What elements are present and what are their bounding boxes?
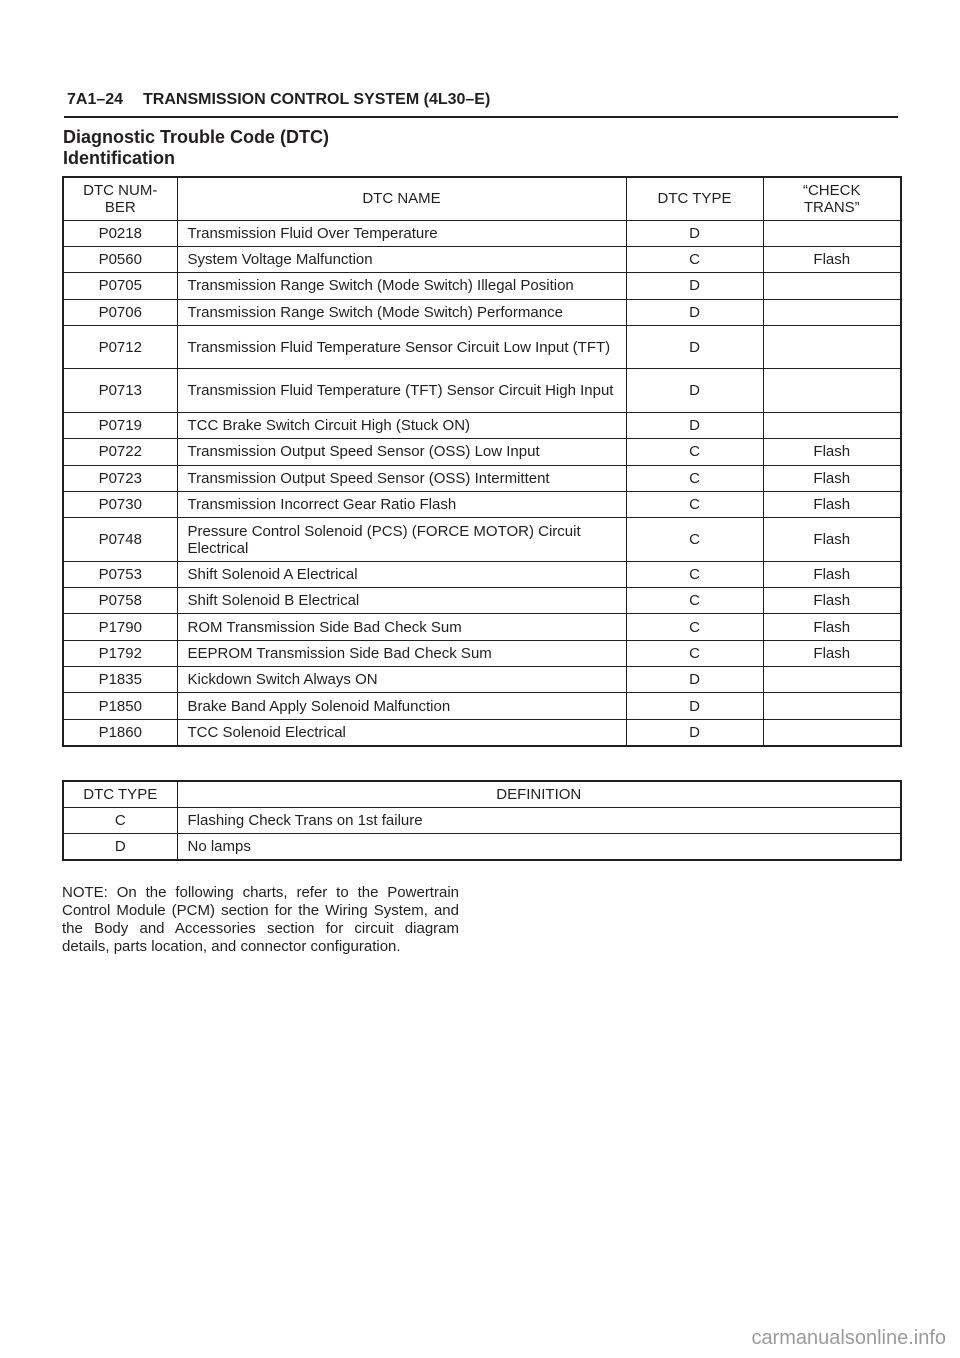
dtc-number-cell: P0730 xyxy=(63,491,177,517)
dtc-type-cell: D xyxy=(626,273,763,299)
dtc-name-cell: TCC Brake Switch Circuit High (Stuck ON) xyxy=(177,412,626,438)
table-row xyxy=(63,246,901,272)
dtc-number-cell: P0705 xyxy=(63,273,177,299)
dtc-name-cell: ROM Transmission Side Bad Check Sum xyxy=(177,614,626,640)
table-row xyxy=(63,412,901,438)
dtc-type-cell: C xyxy=(626,614,763,640)
header-check-trans: “CHECK TRANS” xyxy=(763,177,901,220)
table-row xyxy=(63,518,901,562)
dtc-type-cell: C xyxy=(626,640,763,666)
dtc-type-table xyxy=(62,780,902,861)
dtc-type-cell: C xyxy=(626,246,763,272)
dtc-number-cell: P0753 xyxy=(63,561,177,587)
check-trans-cell: Flash xyxy=(763,439,901,465)
dtc-number-cell: P1850 xyxy=(63,693,177,719)
table-row xyxy=(63,325,901,369)
dtc-type-cell: D xyxy=(626,667,763,693)
check-trans-cell: Flash xyxy=(763,491,901,517)
check-trans-cell: Flash xyxy=(763,465,901,491)
table-row xyxy=(63,299,901,325)
dtc-type-cell: D xyxy=(626,299,763,325)
dtc-number-cell: P1790 xyxy=(63,614,177,640)
dtc-number-cell: P0719 xyxy=(63,412,177,438)
dtc-table xyxy=(62,176,902,747)
dtc-name-cell: Brake Band Apply Solenoid Malfunction xyxy=(177,693,626,719)
dtc-number-cell: P0713 xyxy=(63,369,177,413)
dtc-type-cell: D xyxy=(626,412,763,438)
dtc-name-cell: Kickdown Switch Always ON xyxy=(177,667,626,693)
check-trans-cell xyxy=(763,667,901,693)
table-row xyxy=(63,439,901,465)
table-row xyxy=(63,667,901,693)
table-row xyxy=(63,273,901,299)
type-table-header-row xyxy=(63,781,901,807)
type-code: C xyxy=(63,807,177,833)
watermark: carmanualsonline.info xyxy=(751,1327,946,1349)
dtc-name-cell: Transmission Output Speed Sensor (OSS) Low Input xyxy=(177,439,626,465)
dtc-name-cell: Pressure Control Solenoid (PCS) (FORCE MOTOR) Circuit Electrical xyxy=(177,518,626,562)
header-dtc-type: DTC TYPE xyxy=(626,177,763,220)
type-definition: No lamps xyxy=(177,834,901,860)
dtc-type-cell: C xyxy=(626,561,763,587)
dtc-name-cell: TCC Solenoid Electrical xyxy=(177,719,626,745)
dtc-name-cell: Shift Solenoid B Electrical xyxy=(177,588,626,614)
check-trans-cell xyxy=(763,719,901,745)
dtc-number-cell: P1835 xyxy=(63,667,177,693)
dtc-type-cell: D xyxy=(626,693,763,719)
dtc-table-header-row xyxy=(63,177,901,220)
table-row xyxy=(63,834,901,860)
table-row xyxy=(63,561,901,587)
dtc-type-cell: C xyxy=(626,491,763,517)
dtc-number-cell: P0706 xyxy=(63,299,177,325)
page-number: 7A1–24 xyxy=(67,91,124,108)
dtc-name-cell: EEPROM Transmission Side Bad Check Sum xyxy=(177,640,626,666)
dtc-table-body xyxy=(63,220,901,746)
check-trans-cell xyxy=(763,220,901,246)
dtc-name-cell: Transmission Incorrect Gear Ratio Flash xyxy=(177,491,626,517)
dtc-number-cell: P1860 xyxy=(63,719,177,745)
check-trans-cell: Flash xyxy=(763,518,901,562)
dtc-name-cell: Transmission Range Switch (Mode Switch) Illegal Position xyxy=(177,273,626,299)
dtc-name-cell: Transmission Fluid Temperature Sensor Circuit Low Input (TFT) xyxy=(177,325,626,369)
dtc-number-cell: P0758 xyxy=(63,588,177,614)
dtc-name-cell: Transmission Output Speed Sensor (OSS) Intermittent xyxy=(177,465,626,491)
page-header-title: TRANSMISSION CONTROL SYSTEM (4L30–E) xyxy=(143,91,491,108)
dtc-number-cell: P0712 xyxy=(63,325,177,369)
table-row xyxy=(63,588,901,614)
table-row xyxy=(63,719,901,745)
check-trans-cell xyxy=(763,273,901,299)
section-title: Diagnostic Trouble Code (DTC) Identification xyxy=(63,127,330,168)
dtc-type-cell: C xyxy=(626,518,763,562)
check-trans-cell xyxy=(763,325,901,369)
dtc-name-cell: Transmission Range Switch (Mode Switch) Performance xyxy=(177,299,626,325)
dtc-type-cell: C xyxy=(626,439,763,465)
table-row xyxy=(63,491,901,517)
dtc-name-cell: Transmission Fluid Over Temperature xyxy=(177,220,626,246)
type-definition: Flashing Check Trans on 1st failure xyxy=(177,807,901,833)
note-paragraph: NOTE: On the following charts, refer to the Powertrain Control Module (PCM) section for the Wiring System, and the Body and Accessories section for circuit diagram details, parts location, and connector configuration. xyxy=(62,884,459,955)
page-header xyxy=(64,90,898,118)
dtc-type-cell: C xyxy=(626,465,763,491)
check-trans-cell: Flash xyxy=(763,640,901,666)
dtc-number-cell: P0748 xyxy=(63,518,177,562)
table-row xyxy=(63,614,901,640)
table-row xyxy=(63,640,901,666)
check-trans-cell xyxy=(763,693,901,719)
dtc-name-cell: System Voltage Malfunction xyxy=(177,246,626,272)
dtc-type-cell: C xyxy=(626,588,763,614)
type-code: D xyxy=(63,834,177,860)
header-dtc-number: DTC NUM- BER xyxy=(63,177,177,220)
check-trans-cell: Flash xyxy=(763,588,901,614)
table-row xyxy=(63,807,901,833)
check-trans-cell: Flash xyxy=(763,561,901,587)
dtc-number-cell: P0218 xyxy=(63,220,177,246)
check-trans-cell xyxy=(763,299,901,325)
dtc-type-cell: D xyxy=(626,719,763,745)
table-row xyxy=(63,693,901,719)
dtc-name-cell: Shift Solenoid A Electrical xyxy=(177,561,626,587)
dtc-type-cell: D xyxy=(626,369,763,413)
dtc-type-cell: D xyxy=(626,220,763,246)
header-definition: DEFINITION xyxy=(177,781,901,807)
table-row xyxy=(63,369,901,413)
check-trans-cell: Flash xyxy=(763,246,901,272)
table-row xyxy=(63,220,901,246)
header-dtc-name: DTC NAME xyxy=(177,177,626,220)
check-trans-cell xyxy=(763,369,901,413)
check-trans-cell xyxy=(763,412,901,438)
header-type: DTC TYPE xyxy=(63,781,177,807)
dtc-number-cell: P0560 xyxy=(63,246,177,272)
dtc-number-cell: P0723 xyxy=(63,465,177,491)
check-trans-cell: Flash xyxy=(763,614,901,640)
dtc-number-cell: P1792 xyxy=(63,640,177,666)
dtc-type-cell: D xyxy=(626,325,763,369)
dtc-name-cell: Transmission Fluid Temperature (TFT) Sensor Circuit High Input xyxy=(177,369,626,413)
dtc-number-cell: P0722 xyxy=(63,439,177,465)
table-row xyxy=(63,465,901,491)
